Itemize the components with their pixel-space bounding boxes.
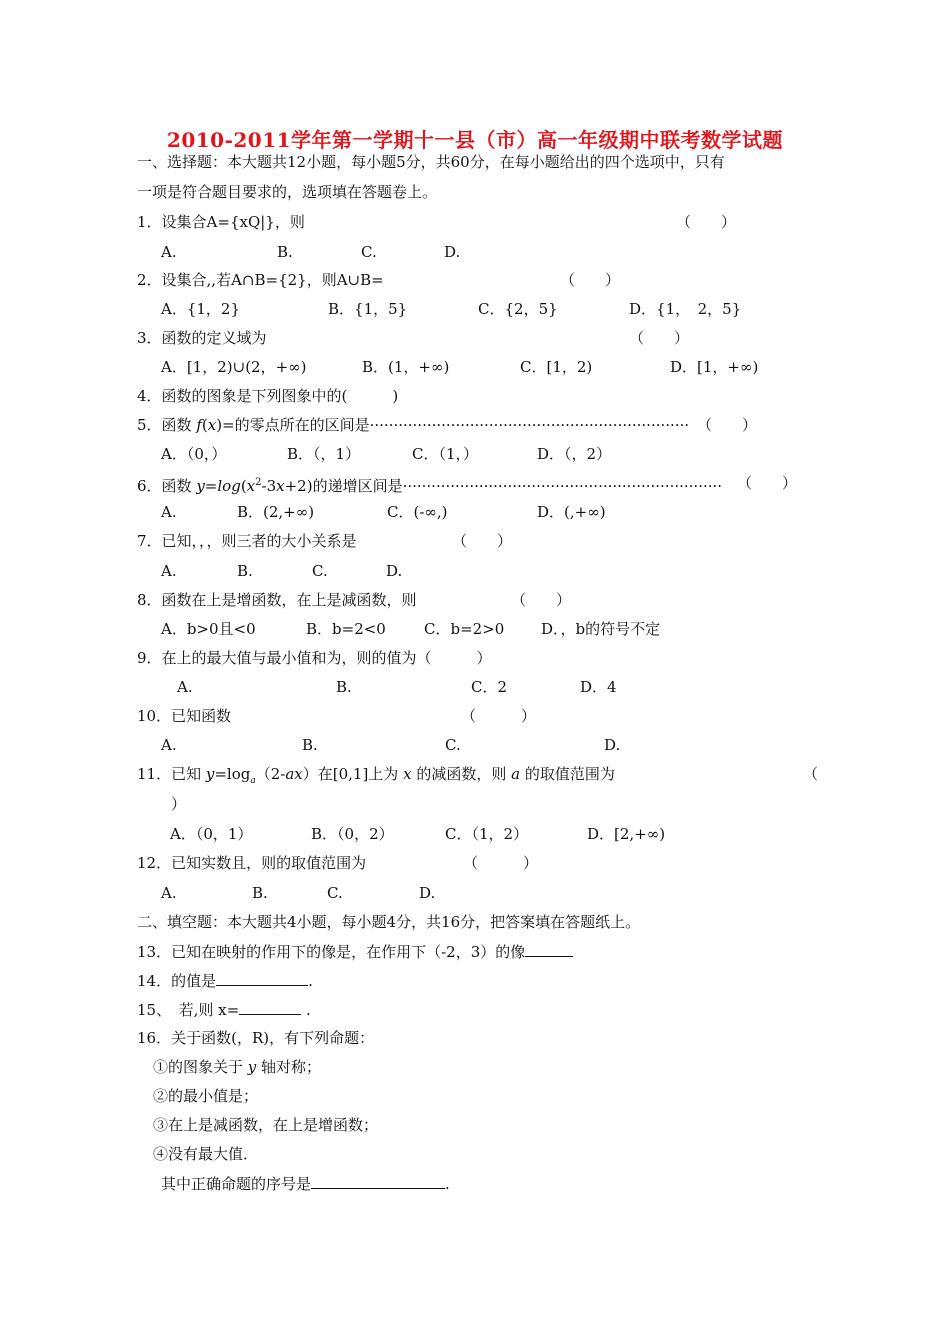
q12-option-a: A. — [161, 884, 177, 902]
q10-answer-paren: （ ） — [461, 707, 537, 725]
q3-option-c: C．[1，2) — [520, 358, 593, 376]
q16-statement-4: ④没有最大值． — [153, 1145, 259, 1163]
q16-statement-1: ①的图象关于 y 轴对称； — [153, 1058, 322, 1076]
q11-option-b: B．（0，2） — [311, 825, 394, 843]
q16-ask: 其中正确命题的序号是 . — [161, 1175, 450, 1193]
q1-stem: 1．设集合A={xQ|}，则 — [137, 213, 305, 231]
q12-option-d: D. — [419, 884, 436, 902]
q5-option-a: A．（0，） — [161, 445, 227, 463]
q2-option-a: A．{1，2} — [161, 300, 241, 318]
q2-option-b: B．{1，5} — [328, 300, 408, 318]
q16-stem: 16．关于函数(，R)，有下列命题： — [137, 1029, 375, 1047]
q3-stem: 3．函数的定义域为 — [137, 329, 267, 347]
q9-option-d: D．4 — [580, 678, 617, 696]
q5-option-d: D．（，2） — [537, 445, 612, 463]
q8-option-c: C．b=2>0 — [424, 620, 505, 638]
q11-answer-paren-close: ） — [171, 795, 187, 813]
q8-stem: 8．函数在上是增函数，在上是减函数，则 — [137, 591, 417, 609]
q6-answer-paren: （ ） — [737, 474, 798, 492]
q3-option-d: D．[1，+∞) — [670, 358, 759, 376]
q8-option-b: B．b=2<0 — [306, 620, 386, 638]
exam-title: 2010-2011学年第一学期十一县（市）高一年级期中联考数学试题 — [166, 128, 784, 152]
q3-answer-paren: （ ） — [629, 329, 690, 347]
q6-option-b: B．(2,+∞) — [237, 503, 315, 521]
q4-stem: 4．函数的图象是下列图象中的( ) — [137, 387, 399, 405]
q14-stem: 14．的值是 . — [137, 972, 313, 990]
q14-answer-blank[interactable] — [216, 970, 308, 986]
q10-stem: 10．已知函数 — [137, 707, 232, 725]
q12-answer-paren: （ ） — [463, 854, 539, 872]
q8-option-d: D．，b的符号不定 — [541, 620, 661, 638]
q2-stem: 2．设集合,,若A∩B={2}，则A∪B= — [137, 271, 384, 289]
q2-answer-paren: （ ） — [560, 271, 621, 289]
q15-answer-blank[interactable] — [239, 999, 301, 1015]
q13-stem: 13．已知在映射的作用下的像是，在作用下（-2，3）的像 — [137, 941, 573, 962]
q5-option-b: B．（，1） — [287, 445, 361, 463]
section1-intro-line1: 一、选择题：本大题共12小题，每小题5分，共60分，在每小题给出的四个选项中，只有 — [137, 153, 725, 171]
q11-stem: 11．已知 $y=\log_a(2-ax)$在[0,1]上为 x 的减函数，则 a 的取值范围为 — [137, 765, 615, 786]
q3-option-b: B．(1，+∞) — [362, 358, 450, 376]
q1-option-a: A. — [161, 243, 177, 261]
q1-answer-paren: （ ） — [676, 213, 737, 231]
q16-statement-2: ②的最小值是； — [153, 1087, 259, 1105]
q6-option-d: D．(,+∞) — [537, 503, 606, 521]
section1-intro-line2: 一项是符合题目要求的，选项填在答题卷上。 — [137, 183, 438, 201]
q6-option-c: C．(-∞,) — [387, 503, 448, 521]
q6-option-a: A. — [161, 503, 177, 521]
q5-stem: 5．函数 f(x)=的零点所在的区间是··································································· — [137, 416, 690, 434]
q2-option-d: D．{1， 2，5} — [629, 300, 742, 318]
q1-option-b: B. — [277, 243, 293, 261]
q10-option-d: D. — [604, 736, 621, 754]
q7-option-b: B. — [237, 562, 253, 580]
q11-option-c: C．（1，2） — [445, 825, 529, 843]
q7-stem: 7．已知，，，则三者的大小关系是 — [137, 532, 357, 550]
q11-option-d: D．[2,+∞) — [587, 825, 666, 843]
q5-answer-paren: （ ） — [697, 416, 758, 434]
q10-option-a: A. — [161, 736, 177, 754]
q2-option-c: C．{2，5} — [478, 300, 558, 318]
q9-stem: 9．在上的最大值与最小值和为，则的值为（ ） — [137, 649, 492, 667]
q16-statement-3: ③在上是减函数，在上是增函数； — [153, 1116, 379, 1134]
q7-answer-paren: （ ） — [452, 532, 513, 550]
q12-option-c: C. — [327, 884, 343, 902]
q6-stem: 6．函数 $y=\log(x^2-3x+2)$的递增区间是··································································· — [137, 477, 723, 495]
q11-option-a: A．（0，1） — [170, 825, 253, 843]
q1-option-d: D. — [444, 243, 461, 261]
q7-option-c: C. — [312, 562, 328, 580]
q10-option-c: C. — [445, 736, 461, 754]
section2-intro: 二、填空题：本大题共4小题，每小题4分，共16分，把答案填在答题纸上。 — [137, 913, 641, 931]
q8-option-a: A．b>0且<0 — [161, 620, 256, 638]
q13-answer-blank[interactable] — [525, 941, 573, 957]
q10-option-b: B. — [302, 736, 318, 754]
q9-option-c: C．2 — [471, 678, 508, 696]
q9-option-b: B. — [336, 678, 352, 696]
q3-option-a: A．[1，2)∪(2，+∞) — [161, 358, 307, 376]
q1-option-c: C. — [361, 243, 377, 261]
q16-answer-blank[interactable] — [311, 1173, 445, 1189]
q5-option-c: C．（1，） — [412, 445, 479, 463]
q12-stem: 12．已知实数且，则的取值范围为 — [137, 854, 367, 872]
q7-option-d: D. — [386, 562, 403, 580]
q12-option-b: B. — [252, 884, 268, 902]
q8-answer-paren: （ ） — [511, 591, 572, 609]
q7-option-a: A. — [161, 562, 177, 580]
q9-option-a: A. — [177, 678, 193, 696]
q11-answer-paren-open: （ — [803, 765, 819, 783]
q15-stem: 15、 若,则 x= . — [137, 1001, 311, 1019]
